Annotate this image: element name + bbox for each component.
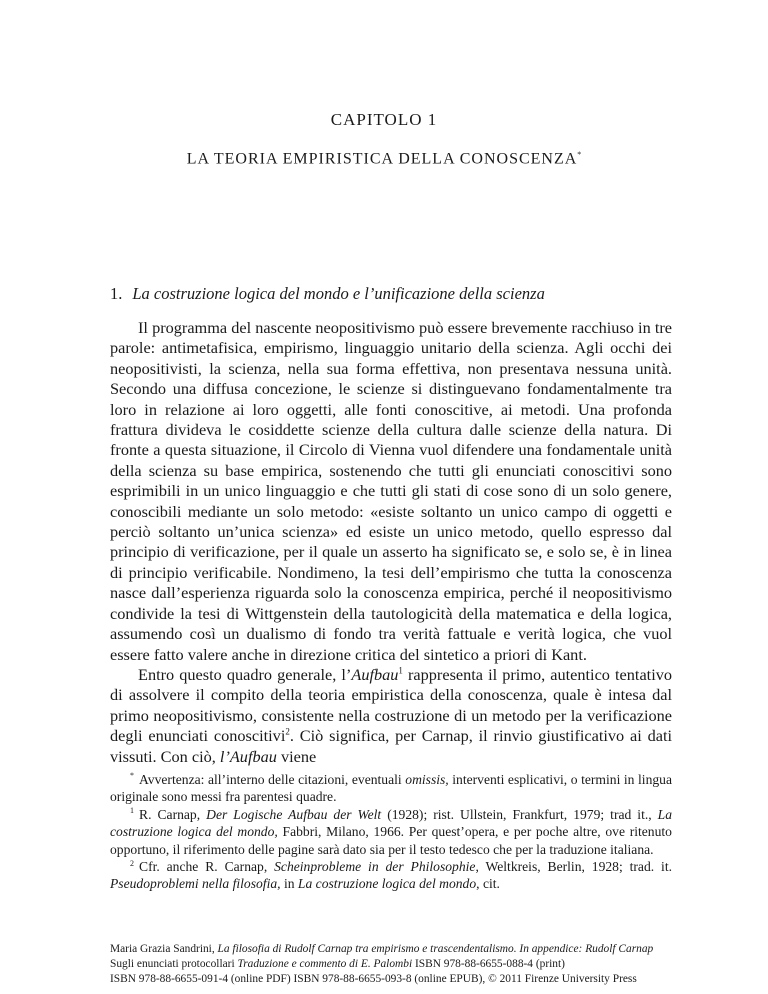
- paragraph-1: Il programma del nascente neopositivismo può essere brevemente racchiuso in tre parole: antimetafisica, empirismo, linguaggio unitario della scienza. Agli occhi dei neopositivisti, la scienza, nella sua forma effettiva, non presentava nessuna unità. Secondo una diffusa concezione, le scienze si distinguevano fondamentalmente tra loro in relazione ai loro oggetti, alle fonti conoscitive, ai metodi. Una profonda frattura divideva le cosiddette scienze della cultura dalle scienze della natura. Di fronte a questa situazione, il Circolo di Vienna vuol difendere una fondamentale unità della scienza su base empirica, sostenendo che tutti gli enunciati conoscitivi sono esprimibili in un unico linguaggio e che tutti gli stati di cose sono di un solo genere, conoscibili mediante un solo metodo: «esiste soltanto un unico campo di oggetti e perciò soltanto un’unica scienza» ed esiste un unico metodo, quello espresso dal principio di verificazione, per il quale un asserto ha significato se, e solo se, è in linea di principio verificabile. Nondimeno, la tesi dell’empirismo che tutta la conoscenza nasce dall’esperienza riguarda solo la conoscenza empirica, perché il neopositivismo condivide la tesi di Wittgenstein della tautologicità della matematica e della logica, assumendo così un dualismo di fondo tra verità fattuale e verità logica, che vuol essere fatto valere anche in direzione critica del sintetico a priori di Kant.: [110, 318, 672, 664]
- imprint-author: Maria Grazia Sandrini,: [110, 943, 218, 955]
- footnote-star-italic: omissis,: [405, 772, 449, 787]
- footnote-2-italic-2: Pseudoproblemi nella filosofia,: [110, 876, 281, 892]
- footnotes: [110, 771, 672, 893]
- aufbau-title: Aufbau: [351, 664, 399, 684]
- chapter-title-text: LA TEORIA EMPIRISTICA DELLA CONOSCENZA: [186, 150, 578, 168]
- paragraph-2-text-d: viene: [276, 746, 317, 766]
- footnote-2-text-a: Cfr. anche R. Carnap,: [139, 859, 275, 875]
- footnote-2-italic-1: Scheinprobleme in der Philosophie: [274, 859, 476, 875]
- body-text: [110, 318, 672, 767]
- section-title: La costruzione logica del mondo e l’unificazione della scienza: [132, 284, 545, 303]
- footnote-1-text-a: R. Carnap,: [139, 806, 207, 822]
- chapter-number: CAPITOLO 1: [330, 110, 438, 129]
- imprint-line-1: [110, 942, 676, 972]
- paragraph-2: [110, 665, 672, 767]
- imprint-isbn-print: ISBN 978-88-6655-088-4 (print): [412, 958, 565, 970]
- footnote-star-mark: *: [130, 771, 134, 781]
- chapter-title-note-mark: *: [577, 150, 582, 159]
- footnote-2-text-d: , cit.: [476, 876, 500, 892]
- footnote-2-mark: 2: [130, 858, 134, 868]
- publication-imprint: [110, 942, 676, 987]
- footnote-ref-1: 1: [398, 665, 403, 676]
- footnote-1-text-c: Fabbri, Milano, 1966. Per quest’opera, e per poche altre, ove ritenuto opportuno, il riferimento delle pagine sarà dato sia per il testo tedesco che per la traduzione italiana.: [110, 824, 672, 857]
- paragraph-2-text-a: Entro questo quadro generale, l’: [138, 664, 352, 684]
- footnote-star: [110, 771, 672, 806]
- footnote-star-text-b: interventi esplicativi, o termini in lingua originale sono messi fra parentesi quadre.: [110, 772, 673, 805]
- footnote-2-italic-3: La costruzione logica del mondo: [297, 876, 477, 892]
- paragraph-2-text-b: rappresenta il primo, autentico tentativo di assolvere il compito della teoria empiristica della conoscenza, quale è intesa dal primo neopositivismo, consistente nella costruzione di un metodo per la verificazione degli enunciati conoscitivi: [110, 664, 672, 746]
- footnote-2-text-b: , Weltkreis, Berlin, 1928; trad. it.: [475, 859, 672, 875]
- footnote-1-text-b: (1928); rist. Ullstein, Frankfurt, 1979; trad it.,: [381, 806, 658, 822]
- imprint-translation-note: Traduzione e commento di E. Palombi: [237, 958, 413, 970]
- chapter-title: [0, 150, 768, 168]
- footnote-star-text-a: Avvertenza: all’interno delle citazioni, eventuali: [139, 772, 406, 787]
- footnote-1: [110, 806, 672, 858]
- footnote-ref-2: 2: [285, 726, 290, 737]
- imprint-text-b: Sugli enunciati protocollari: [110, 958, 238, 970]
- imprint-book-title: La filosofia di Rudolf Carnap tra empirismo e trascendentalismo. In appendice: Rudolf Carnap: [217, 943, 654, 955]
- section-heading: [110, 284, 670, 304]
- footnote-1-italic-1: Der Logische Aufbau der Welt: [206, 806, 382, 822]
- footnote-1-italic-2: La costruzione logica del mondo,: [110, 806, 673, 840]
- section-number: 1.: [110, 284, 123, 303]
- footnote-1-mark: 1: [130, 806, 134, 816]
- imprint-line-2: ISBN 978-88-6655-091-4 (online PDF) ISBN 978-88-6655-093-8 (online EPUB), © 2011 Firenze University Press: [110, 973, 637, 985]
- footnote-2-text-c: in: [280, 876, 298, 892]
- paragraph-2-text-c: . Ciò significa, per Carnap, il rinvio giustificativo ai dati vissuti. Con ciò,: [110, 726, 673, 766]
- aufbau-title-2: l’Aufbau: [219, 746, 277, 766]
- footnote-2: [110, 858, 672, 893]
